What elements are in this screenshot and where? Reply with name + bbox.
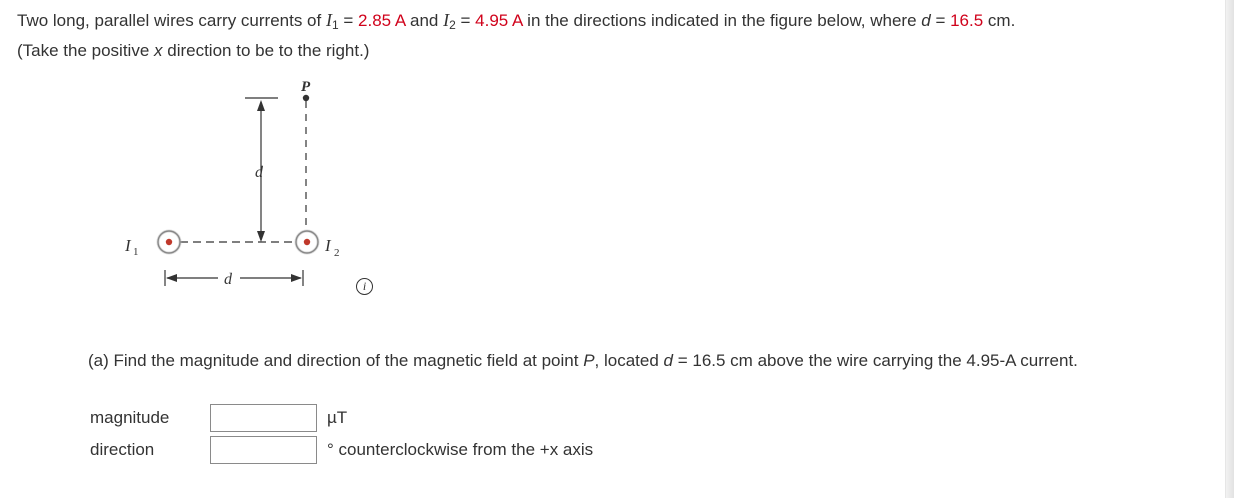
i1-label: I <box>125 236 131 255</box>
part-a-prefix: (a) Find the magnitude and direction of the magnetic field at point <box>88 351 584 370</box>
direction-row <box>90 436 593 464</box>
i1-label-sub: 1 <box>133 246 139 258</box>
page-scroll-edge <box>1225 0 1234 498</box>
equals-2: = <box>455 11 476 30</box>
wire-i2-current-dot <box>304 239 310 245</box>
wire-i1-current-dot <box>166 239 172 245</box>
up-arrowhead <box>257 100 265 111</box>
direction-input[interactable] <box>210 436 317 464</box>
problem-text-1: Two long, parallel wires carry currents of <box>17 11 326 30</box>
i2-label-sub: 2 <box>334 247 340 259</box>
equals-1: = <box>338 11 359 30</box>
part-a-question <box>88 347 1198 374</box>
i2-value: 4.95 A <box>475 11 523 30</box>
info-icon[interactable]: i <box>356 278 373 295</box>
i1-subscript: 1 <box>331 18 339 32</box>
i2-variable: I <box>443 10 450 30</box>
d-vertical-label: d <box>255 164 263 181</box>
down-arrowhead <box>257 231 265 242</box>
point-p-dot <box>303 95 309 101</box>
d-value: 16.5 <box>950 11 984 30</box>
part-a-mid: , located <box>594 351 664 370</box>
right-arrowhead <box>291 274 302 282</box>
i2-label: I <box>325 236 331 255</box>
direction-label: direction <box>90 440 155 459</box>
point-p-label: P <box>301 79 311 95</box>
part-a-d-variable: d <box>663 351 673 370</box>
magnitude-row <box>90 404 347 432</box>
problem-line2-b: direction to be to the right.) <box>162 41 370 60</box>
i2-subscript: 2 <box>449 18 456 32</box>
magnitude-unit: µT <box>327 408 348 427</box>
d-horizontal-label: d <box>224 271 232 288</box>
problem-text-3: in the directions indicated in the figure below, where <box>522 11 922 30</box>
x-variable: x <box>154 41 163 60</box>
problem-statement-line1 <box>17 10 1015 35</box>
problem-text-4: cm. <box>983 11 1016 30</box>
left-arrowhead <box>166 274 177 282</box>
magnitude-input[interactable] <box>210 404 317 432</box>
wires-figure <box>100 70 420 310</box>
i1-variable: I <box>325 10 332 30</box>
problem-text-2: and <box>405 11 444 30</box>
problem-line2-a: (Take the positive <box>17 41 155 60</box>
i1-value: 2.85 A <box>358 11 406 30</box>
part-a-p-variable: P <box>583 351 595 370</box>
equals-3: = <box>930 11 951 30</box>
problem-statement-line2 <box>17 41 369 61</box>
part-a-rest: = 16.5 cm above the wire carrying the 4.95-A current. <box>673 351 1078 370</box>
magnitude-label: magnitude <box>90 408 170 427</box>
d-variable: d <box>921 11 931 30</box>
direction-unit: ° counterclockwise from the +x axis <box>327 440 594 459</box>
